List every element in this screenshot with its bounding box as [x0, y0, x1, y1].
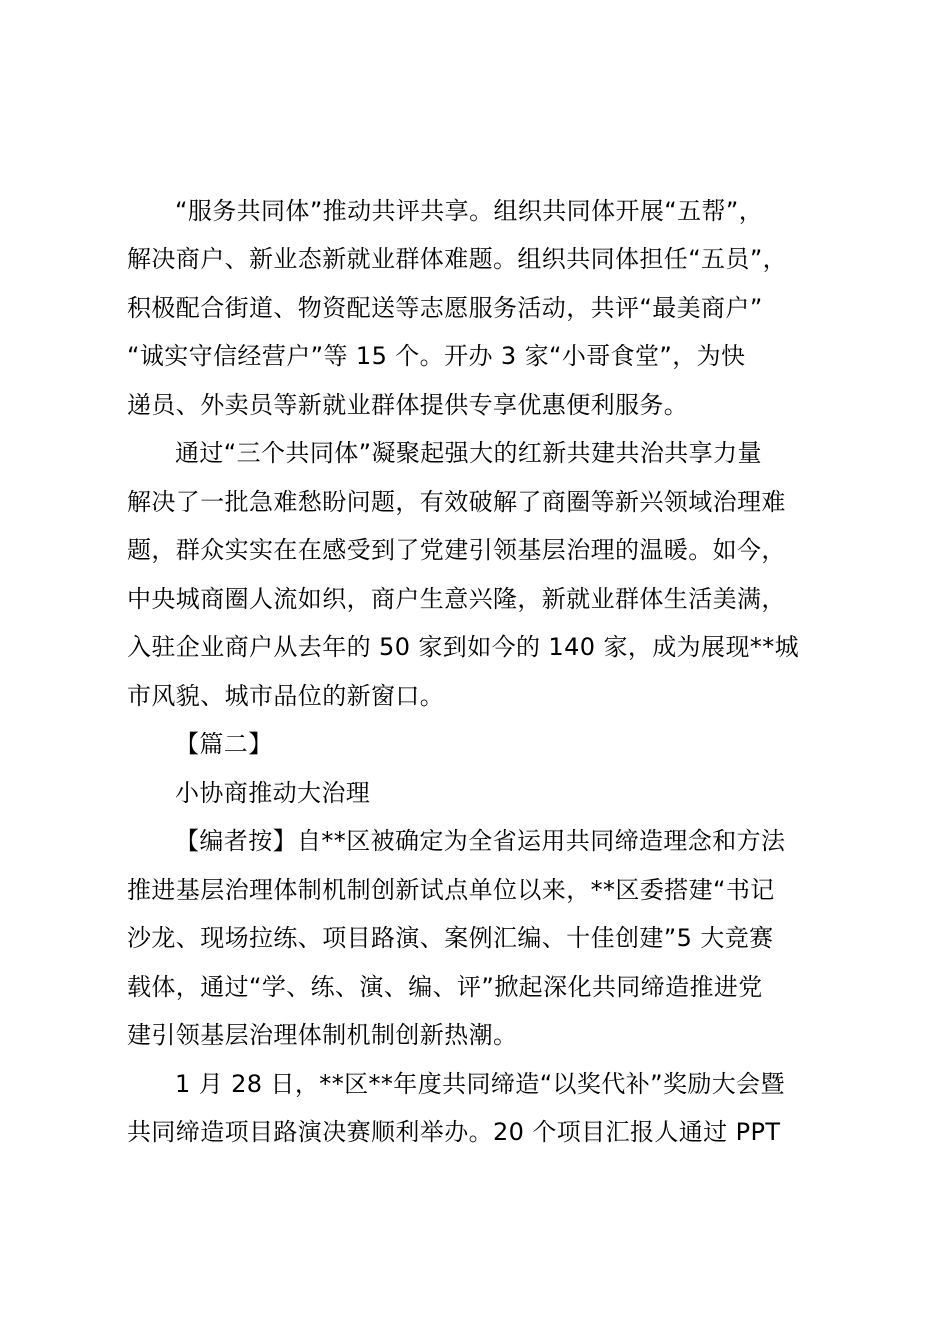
paragraph-line: 1 月 28 日，**区**年度共同缔造“以奖代补”奖励大会暨	[175, 1070, 785, 1098]
paragraph-line: 解决商户、新业态新就业群体难题。组织共同体担任“五员”，	[127, 245, 788, 273]
paragraph-line: “服务共同体”推动共评共享。组织共同体开展“五帮”，	[175, 197, 764, 225]
paragraph-line: “诚实守信经营户”等 15 个。开办 3 家“小哥食堂”，为快	[127, 342, 746, 370]
paragraph-line: 解决了一批急难愁盼问题，有效破解了商圈等新兴领域治理难	[127, 488, 786, 516]
section-heading: 【篇二】	[175, 730, 273, 758]
paragraph-line: 通过“三个共同体”凝聚起强大的红新共建共治共享力量	[175, 439, 762, 467]
paragraph-line: 共同缔造项目路演决赛顺利举办。20 个项目汇报人通过 PPT	[127, 1118, 781, 1146]
paragraph-line: 市风貌、城市品位的新窗口。	[127, 682, 445, 710]
paragraph-line: 递员、外卖员等新就业群体提供专享优惠便利服务。	[127, 391, 689, 419]
article-title: 小协商推动大治理	[175, 779, 371, 807]
paragraph-line: 沙龙、现场拉练、项目路演、案例汇编、十佳创建”5 大竞赛	[127, 924, 774, 952]
paragraph-line: 建引领基层治理体制机制创新热潮。	[127, 1021, 518, 1049]
paragraph-line: 【编者按】自**区被确定为全省运用共同缔造理念和方法	[175, 827, 786, 855]
paragraph-line: 题，群众实实在在感受到了党建引领基层治理的温暖。如今，	[127, 536, 786, 564]
paragraph-line: 中央城商圈人流如织，商户生意兴隆，新就业群体生活美满，	[127, 585, 786, 613]
paragraph-line: 载体，通过“学、练、演、编、评”掀起深化共同缔造推进党	[127, 973, 763, 1001]
paragraph-line: 入驻企业商户从去年的 50 家到如今的 140 家，成为展现**城	[127, 633, 800, 661]
paragraph-line: 积极配合街道、物资配送等志愿服务活动，共评“最美商户”	[127, 294, 763, 322]
paragraph-line: 推进基层治理体制机制创新试点单位以来，**区委搭建“书记	[127, 876, 775, 904]
